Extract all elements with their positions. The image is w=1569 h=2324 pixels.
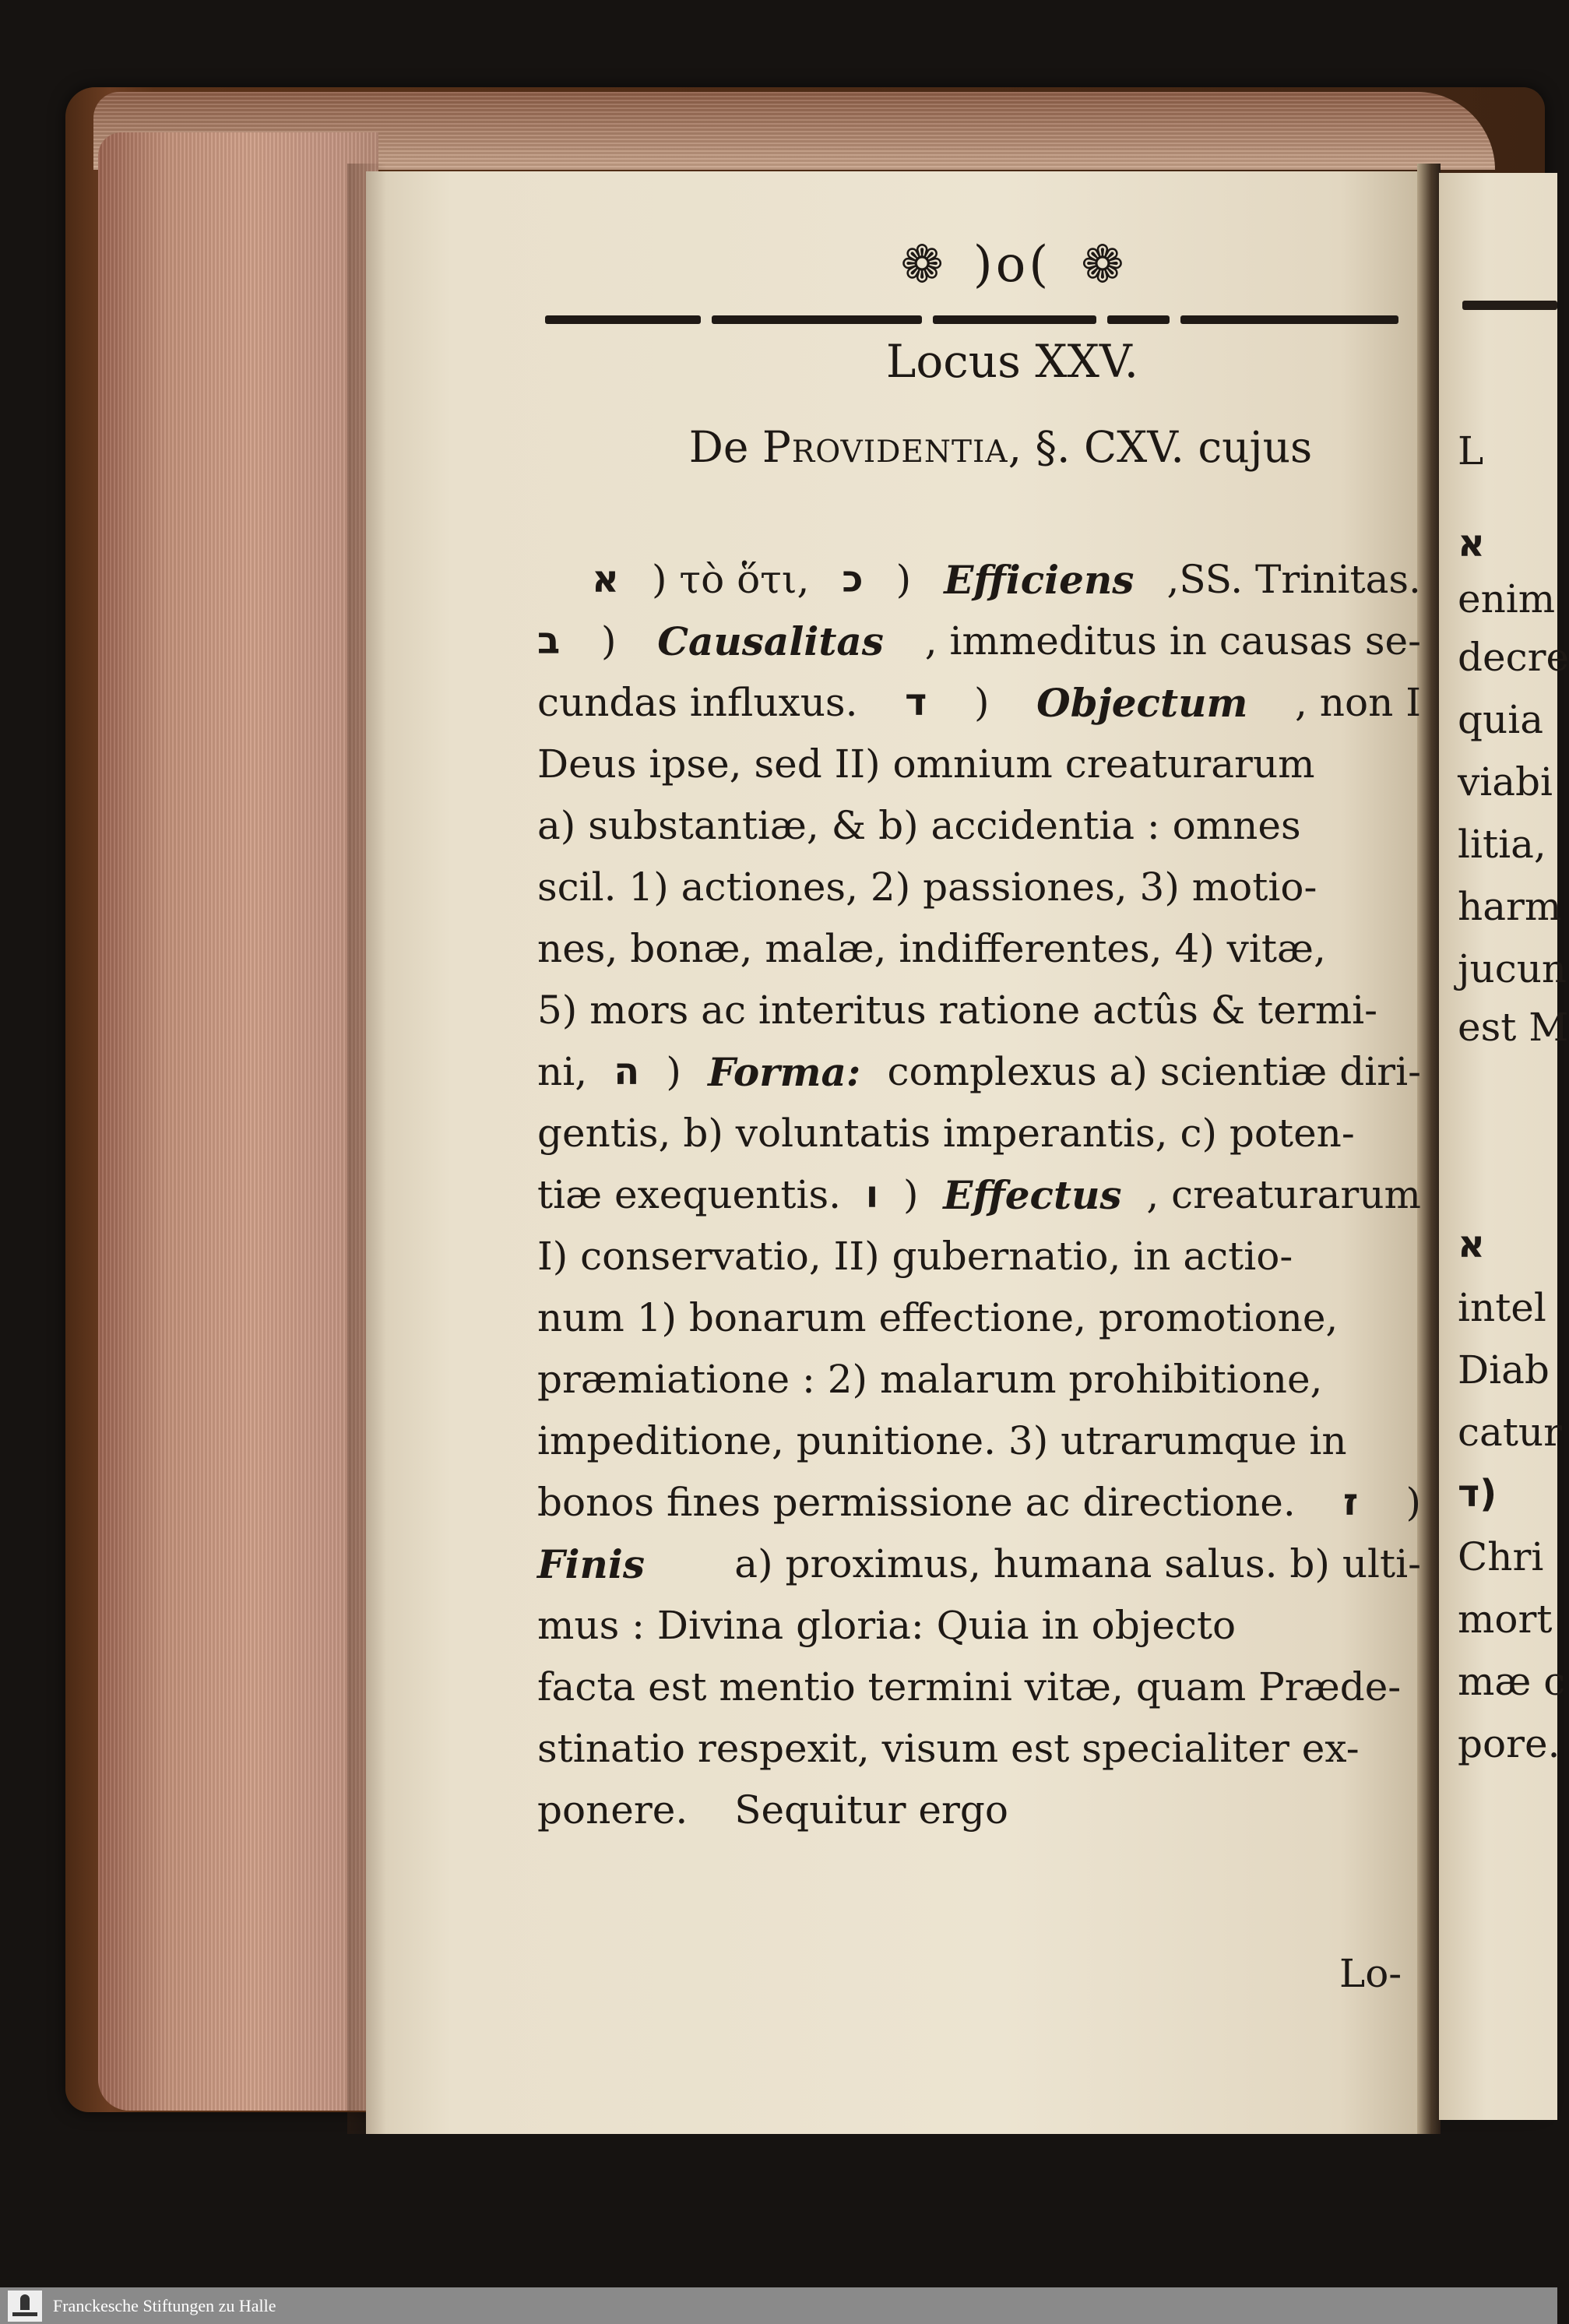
text-line [537, 1226, 1421, 1287]
text-fragment: 5) mors ac interitus ratione actûs & termi- [537, 988, 1378, 1033]
text-fragment: num 1) bonarum effectione, promotione, [537, 1295, 1339, 1340]
text-fragment: ,SS. Trinitas. [1166, 557, 1421, 602]
right-page-fragment: א [1458, 522, 1485, 565]
italic-term: Forma: [708, 1049, 861, 1095]
subtitle-pre: De [688, 422, 749, 472]
text-fragment: nes, bonæ, malæ, indifferentes, 4) vitæ, [537, 926, 1326, 971]
text-fragment: complexus a) scientiæ diri- [887, 1049, 1421, 1094]
text-fragment: tiæ exequentis. [537, 1172, 841, 1217]
right-page-fragment: litia, [1458, 822, 1546, 867]
text-fragment: ) [601, 618, 617, 664]
right-page-fragment: decre [1458, 635, 1569, 680]
italic-term: Objectum [1036, 680, 1248, 726]
hebrew-letter: כ [842, 558, 864, 601]
footer-credit: Franckesche Stiftungen zu Halle [53, 2295, 276, 2315]
right-page-fragment: est M [1458, 1005, 1569, 1050]
italic-term: Finis [537, 1541, 645, 1587]
hebrew-letter: א [592, 558, 619, 601]
text-line [537, 918, 1421, 980]
text-line [537, 1287, 1421, 1349]
text-line [537, 672, 1421, 734]
text-fragment: ) [895, 557, 912, 602]
text-fragment: Deus ipse, sed II) omnium creaturarum [537, 741, 1315, 787]
text-line [537, 1780, 1421, 1841]
text-line [537, 1595, 1421, 1657]
italic-term: Efficiens [944, 557, 1135, 603]
catchword: Lo- [1339, 1951, 1402, 1996]
text-fragment: mus : Divina gloria: Quia in objecto [537, 1603, 1237, 1648]
text-line [537, 1533, 1421, 1595]
rule-segment [1180, 315, 1398, 324]
text-line [537, 1041, 1421, 1103]
text-line [537, 1410, 1421, 1472]
subtitle-rest: , §. CXV. cujus [1008, 422, 1313, 472]
running-head [841, 234, 1184, 296]
right-page-fragment: catur [1458, 1410, 1563, 1455]
subtitle-smallcaps: Providentia [762, 422, 1008, 472]
text-fragment: ) [902, 1172, 919, 1217]
hebrew-letter: ד [905, 681, 927, 724]
rule-segment [545, 315, 701, 324]
book-fore-edge [98, 132, 378, 2111]
text-fragment: ponere. [537, 1787, 688, 1833]
ornament-right-icon: ❁ [1081, 234, 1124, 294]
hebrew-letter: ה [614, 1050, 640, 1093]
text-line [537, 857, 1421, 918]
text-fragment: a) proximus, humana salus. b) ulti- [734, 1541, 1421, 1586]
text-fragment: ) [1405, 1480, 1421, 1525]
text-fragment: bonos fines permissione ac directione. [537, 1480, 1296, 1525]
right-page-fragment: א [1458, 1223, 1485, 1266]
section-subtitle [639, 422, 1363, 477]
text-fragment: ) τὸ ὅτι, [652, 557, 810, 602]
right-page-fragment: enim [1458, 576, 1556, 621]
institution-logo-icon [8, 2291, 42, 2322]
text-fragment: Sequitur ergo [734, 1787, 1009, 1833]
text-fragment: ni, [537, 1049, 588, 1094]
text-fragment: I) conservatio, II) gubernatio, in actio- [537, 1234, 1293, 1279]
text-fragment: cundas influxus. [537, 680, 858, 725]
rule-segment [1107, 315, 1170, 324]
right-page-fragment: pore. [1458, 1721, 1560, 1766]
text-fragment: ) [973, 680, 990, 725]
text-line [537, 1349, 1421, 1410]
right-page-fragment: mort [1458, 1597, 1553, 1642]
hebrew-letter: ב [537, 619, 561, 663]
running-head-mark: )o( [973, 236, 1052, 294]
hebrew-letter: ו [865, 1173, 879, 1217]
text-line [537, 611, 1421, 672]
right-page-fragment: harm [1458, 884, 1562, 929]
text-line [537, 1718, 1421, 1780]
right-page-fragment: jucun [1458, 946, 1567, 991]
text-line [537, 1164, 1421, 1226]
text-line [537, 795, 1421, 857]
text-fragment: facta est mentio termini vitæ, quam Præde- [537, 1664, 1402, 1710]
italic-term: Effectus [943, 1172, 1122, 1218]
body-text [537, 549, 1421, 1951]
text-fragment: , creaturarum [1146, 1172, 1421, 1217]
page-shadow [347, 164, 386, 2134]
text-line [537, 1657, 1421, 1718]
text-line [537, 1472, 1421, 1533]
text-line [537, 980, 1421, 1041]
right-page-fragment: mæ c [1458, 1659, 1566, 1704]
text-fragment: scil. 1) actiones, 2) passiones, 3) motio- [537, 864, 1317, 910]
right-page-fragment: ד) [1458, 1472, 1497, 1516]
text-fragment: , immeditus in causas se- [924, 618, 1421, 664]
right-page-rule [1462, 301, 1557, 310]
right-page-fragment: Diab [1458, 1347, 1550, 1393]
footer-bar [0, 2287, 1557, 2324]
ornament-left-icon: ❁ [900, 234, 944, 294]
text-fragment: , non I [1295, 680, 1421, 725]
header-rule [545, 313, 1409, 326]
text-line [537, 549, 1421, 611]
italic-term: Causalitas [657, 618, 884, 664]
rule-segment [712, 315, 922, 324]
right-page-fragment: quia [1458, 697, 1544, 742]
right-page-fragment: L [1458, 428, 1484, 474]
text-line [537, 1103, 1421, 1164]
text-line [537, 734, 1421, 795]
hebrew-letter: ז [1343, 1481, 1359, 1524]
text-fragment: gentis, b) voluntatis imperantis, c) poten- [537, 1111, 1355, 1156]
text-fragment: a) substantiæ, & b) accidentia : omnes [537, 803, 1301, 848]
right-page-text [1458, 405, 1569, 1924]
text-fragment: impeditione, punitione. 3) utrarumque in [537, 1418, 1347, 1463]
text-fragment: stinatio respexit, visum est specialiter ex- [537, 1726, 1360, 1771]
right-page-fragment: viabi [1458, 759, 1553, 805]
text-fragment: ) [666, 1049, 681, 1094]
rule-segment [933, 315, 1096, 324]
locus-title: Locus XXV. [885, 335, 1139, 388]
text-fragment: præmiatione : 2) malarum prohibitione, [537, 1357, 1323, 1402]
right-page-fragment: Chri [1458, 1534, 1544, 1579]
right-page-fragment: intel [1458, 1285, 1546, 1330]
